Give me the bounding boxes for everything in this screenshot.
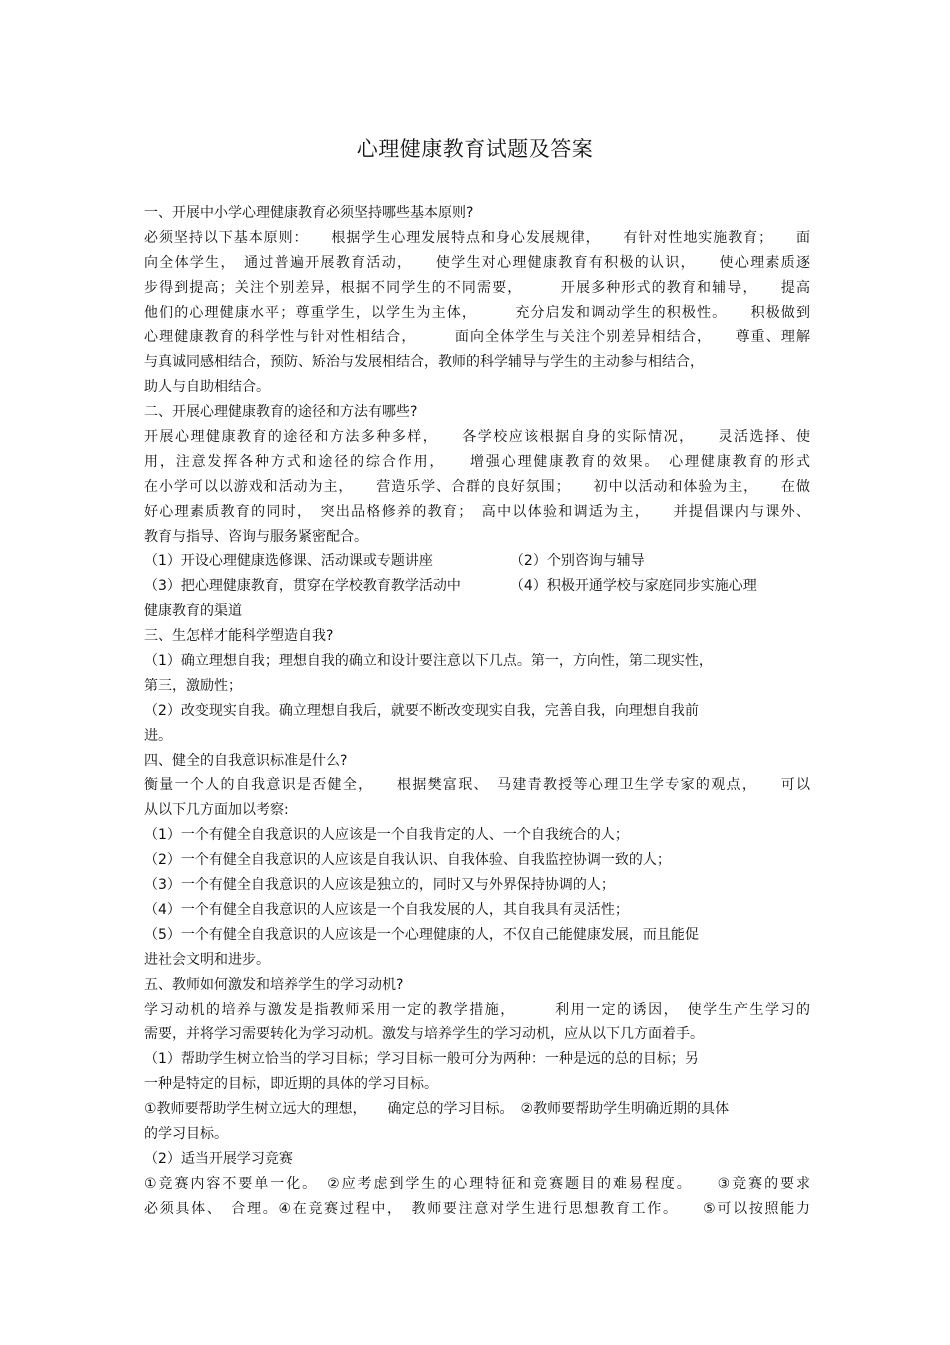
text-line: （1）开设心理健康选修课、活动课或专题讲座 （2）个别咨询与辅导 [144, 553, 645, 570]
text-line: 四、健全的自我意识标准是什么? [144, 752, 348, 769]
text-line: 与真诚同感相结合，预防、矫治与发展相结合，教师的科学辅导与学生的主动参与相结合， [144, 354, 704, 371]
text-line: 一、开展中小学心理健康教育必须坚持哪些基本原则? [144, 205, 474, 221]
text-line: （1）帮助学生树立恰当的学习目标；学习目标一般可分为两种：一种是远的总的目标；另 [144, 1051, 699, 1068]
document-body [144, 201, 810, 1222]
text-line: （1）一个有健全自我意识的人应该是一个自我肯定的人、一个自我统合的人； [144, 827, 629, 844]
text-line: 好心理素质教育的同时， 突出品格修养的教育； 高中以体验和调适为主， 并提倡课内与课外、 [144, 503, 810, 520]
text-line: 他们的心理健康水平；尊重学生，以学生为主体， 充分启发和调动学生的积极性。 积极做到 [144, 304, 810, 321]
text-line: 用，注意发挥各种方式和途径的综合作用， 增强心理健康教育的效果。 心理健康教育的形式 [144, 453, 810, 470]
text-line: （5）一个有健全自我意识的人应该是一个心理健康的人，不仅自己能健康发展，而且能促 [144, 926, 699, 943]
text-line: （2）适当开展学习竞赛 [144, 1150, 293, 1167]
text-line: （3）一个有健全自我意识的人应该是独立的，同时又与外界保持协调的人； [144, 877, 615, 894]
text-line: 从以下几方面加以考察: [144, 802, 289, 819]
text-line: ①竞赛内容不要单一化。 ②应考虑到学生的心理特征和竞赛题目的难易程度。 ③竞赛的要求 [144, 1175, 810, 1192]
text-line: 步得到提高；关注个别差异，根据不同学生的不同需要， 开展多种形式的教育和辅导， 提高 [144, 279, 810, 296]
text-line: 一种是特定的目标，即近期的具体的学习目标。 [144, 1076, 438, 1093]
text-line: 心理健康教育的科学性与针对性相结合， 面向全体学生与关注个别差异相结合， 尊重、理解 [144, 329, 810, 346]
document-title: 心理健康教育试题及答案 [356, 137, 594, 161]
text-line: 必须具体、 合理。④在竞赛过程中， 教师要注意对学生进行思想教育工作。 ⑤可以按照能力 [144, 1200, 810, 1217]
text-line: ①教师要帮助学生树立远大的理想， 确定总的学习目标。 ②教师要帮助学生明确近期的具体 [144, 1101, 730, 1118]
text-line: 必须坚持以下基本原则： 根据学生心理发展特点和身心发展规律， 有针对性地实施教育； 面 [144, 229, 810, 246]
text-line: （3）把心理健康教育，贯穿在学校教育教学活动中 （4）积极开通学校与家庭同步实施心理 [144, 578, 757, 595]
text-line: 助人与自助相结合。 [144, 379, 270, 396]
text-line: 二、开展心理健康教育的途径和方法有哪些? [144, 404, 418, 421]
text-line: （2）一个有健全自我意识的人应该是自我认识、自我体验、自我监控协调一致的人； [144, 852, 671, 869]
text-line: 学习动机的培养与激发是指教师采用一定的教学措施， 利用一定的诱因， 使学生产生学习的 [144, 1001, 810, 1018]
text-line: 的学习目标。 [144, 1125, 228, 1142]
text-line: 教育与指导、咨询与服务紧密配合。 [144, 528, 368, 545]
text-line: （4）一个有健全自我意识的人应该是一个自我发展的人，其自我具有灵活性； [144, 901, 629, 918]
text-line: 三、生怎样才能科学塑造自我? [144, 628, 334, 645]
text-line: 进。 [144, 727, 172, 744]
text-line: 五、教师如何激发和培养学生的学习动机? [144, 976, 404, 993]
text-line: 第三，激励性； [144, 677, 242, 694]
text-line: 在小学可以以游戏和活动为主， 营造乐学、合群的良好氛围； 初中以活动和体验为主， 在做 [144, 478, 810, 495]
text-line: 进社会文明和进步。 [144, 951, 270, 968]
text-line: （2）改变现实自我。确立理想自我后，就要不断改变现实自我，完善自我，向理想自我前 [144, 702, 699, 719]
text-line: 向全体学生， 通过普遍开展教育活动， 使学生对心理健康教育有积极的认识， 使心理素质逐 [144, 254, 810, 271]
text-line: 开展心理健康教育的途径和方法多种多样， 各学校应该根据自身的实际情况， 灵活选择、使 [144, 429, 810, 446]
text-line: 衡量一个人的自我意识是否健全， 根据樊富珉、 马建青教授等心理卫生学专家的观点， 可以 [144, 777, 810, 794]
text-line: （1）确立理想自我；理想自我的确立和设计要注意以下几点。第一，方向性，第二现实性， [144, 653, 713, 670]
text-line: 需要，并将学习需要转化为学习动机。激发与培养学生的学习动机，应从以下几方面着手。 [144, 1026, 704, 1043]
text-line: 健康教育的渠道 [144, 603, 242, 620]
